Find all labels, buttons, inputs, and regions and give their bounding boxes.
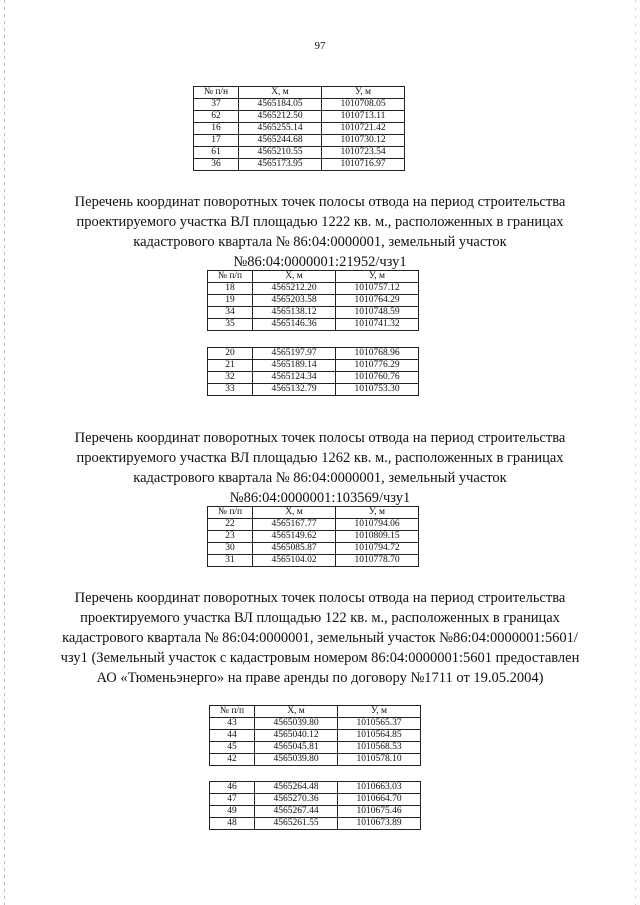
scan-edge-right (635, 0, 636, 905)
coordinates-table-3 (207, 347, 419, 396)
table-header-row (208, 271, 419, 283)
y-coordinate-cell: 1010764.29 (336, 295, 419, 307)
table-row (208, 543, 419, 555)
x-coordinate-cell: 4565173.95 (239, 159, 322, 171)
x-coordinate-cell: 4565149.62 (253, 531, 336, 543)
x-coordinate-cell: 4565189.14 (253, 360, 336, 372)
table-row (194, 135, 405, 147)
y-coordinate-cell: 1010721.42 (322, 123, 405, 135)
x-coordinate-cell: 4565132.79 (253, 384, 336, 396)
y-coordinate-cell: 1010776.29 (336, 360, 419, 372)
x-coordinate-cell: 4565104.02 (253, 555, 336, 567)
point-number-cell: 16 (194, 123, 239, 135)
table-row (208, 519, 419, 531)
column-header: X, м (253, 271, 336, 283)
table-row (208, 384, 419, 396)
y-coordinate-cell: 1010716.97 (322, 159, 405, 171)
table-row (210, 818, 421, 830)
y-coordinate-cell: 1010778.70 (336, 555, 419, 567)
coordinates-table-1 (193, 86, 405, 171)
column-header: X, м (239, 87, 322, 99)
y-coordinate-cell: 1010753.30 (336, 384, 419, 396)
table-row (208, 295, 419, 307)
y-coordinate-cell: 1010708.05 (322, 99, 405, 111)
coordinates-table-5 (209, 705, 421, 766)
table-row (208, 531, 419, 543)
column-header: У, м (336, 271, 419, 283)
x-coordinate-cell: 4565270.36 (255, 794, 338, 806)
x-coordinate-cell: 4565210.55 (239, 147, 322, 159)
y-coordinate-cell: 1010568.53 (338, 742, 421, 754)
x-coordinate-cell: 4565040.12 (255, 730, 338, 742)
table-row (210, 754, 421, 766)
point-number-cell: 34 (208, 307, 253, 319)
coordinates-table-2 (207, 270, 419, 331)
column-header: № п/п (208, 271, 253, 283)
x-coordinate-cell: 4565167.77 (253, 519, 336, 531)
x-coordinate-cell: 4565244.68 (239, 135, 322, 147)
x-coordinate-cell: 4565264.48 (255, 782, 338, 794)
point-number-cell: 45 (210, 742, 255, 754)
point-number-cell: 46 (210, 782, 255, 794)
point-number-cell: 32 (208, 372, 253, 384)
column-header: X, м (253, 507, 336, 519)
table-row (210, 794, 421, 806)
y-coordinate-cell: 1010757.12 (336, 283, 419, 295)
table-row (208, 307, 419, 319)
column-header: № п/н (194, 87, 239, 99)
x-coordinate-cell: 4565267.44 (255, 806, 338, 818)
x-coordinate-cell: 4565203.58 (253, 295, 336, 307)
x-coordinate-cell: 4565085.87 (253, 543, 336, 555)
y-coordinate-cell: 1010723.54 (322, 147, 405, 159)
column-header: № п/п (210, 706, 255, 718)
x-coordinate-cell: 4565255.14 (239, 123, 322, 135)
point-number-cell: 49 (210, 806, 255, 818)
table-header-row (210, 706, 421, 718)
column-header: У, м (322, 87, 405, 99)
point-number-cell: 62 (194, 111, 239, 123)
table-row (194, 111, 405, 123)
table-row (210, 718, 421, 730)
page-number: 97 (314, 40, 326, 52)
y-coordinate-cell: 1010768.96 (336, 348, 419, 360)
table-row (208, 348, 419, 360)
x-coordinate-cell: 4565212.50 (239, 111, 322, 123)
y-coordinate-cell: 1010794.72 (336, 543, 419, 555)
table-row (210, 806, 421, 818)
x-coordinate-cell: 4565124.34 (253, 372, 336, 384)
y-coordinate-cell: 1010675.46 (338, 806, 421, 818)
point-number-cell: 20 (208, 348, 253, 360)
x-coordinate-cell: 4565138.12 (253, 307, 336, 319)
table-row (208, 555, 419, 567)
table-row (208, 360, 419, 372)
x-coordinate-cell: 4565146.36 (253, 319, 336, 331)
table-row (210, 742, 421, 754)
x-coordinate-cell: 4565039.80 (255, 754, 338, 766)
y-coordinate-cell: 1010578.10 (338, 754, 421, 766)
y-coordinate-cell: 1010713.11 (322, 111, 405, 123)
column-header: X, м (255, 706, 338, 718)
point-number-cell: 36 (194, 159, 239, 171)
table-row (210, 730, 421, 742)
table-row (208, 372, 419, 384)
point-number-cell: 30 (208, 543, 253, 555)
table-row (210, 782, 421, 794)
y-coordinate-cell: 1010809.15 (336, 531, 419, 543)
section-heading-1: Перечень координат поворотных точек полосы отвода на период строительства проектируемого участка ВЛ площадью 1222 кв. м., расположенных в границах кадастрового квартала № 86:04:0000001, земельный участок №86:04:0000001:21952/чзу1 (74, 194, 566, 270)
point-number-cell: 33 (208, 384, 253, 396)
table-row (194, 159, 405, 171)
y-coordinate-cell: 1010748.59 (336, 307, 419, 319)
point-number-cell: 18 (208, 283, 253, 295)
table-header-row (194, 87, 405, 99)
scan-edge-left (4, 0, 5, 905)
column-header: У, м (338, 706, 421, 718)
y-coordinate-cell: 1010730.12 (322, 135, 405, 147)
point-number-cell: 22 (208, 519, 253, 531)
y-coordinate-cell: 1010760.76 (336, 372, 419, 384)
y-coordinate-cell: 1010673.89 (338, 818, 421, 830)
point-number-cell: 31 (208, 555, 253, 567)
section-heading-2: Перечень координат поворотных точек полосы отвода на период строительства проектируемого участка ВЛ площадью 1262 кв. м., расположенных в границах кадастрового квартала № 86:04:0000001, земельный участок №86:04:0000001:103569/чзу1 (74, 430, 566, 506)
y-coordinate-cell: 1010664.70 (338, 794, 421, 806)
point-number-cell: 48 (210, 818, 255, 830)
point-number-cell: 19 (208, 295, 253, 307)
x-coordinate-cell: 4565261.55 (255, 818, 338, 830)
table-row (208, 283, 419, 295)
y-coordinate-cell: 1010794.06 (336, 519, 419, 531)
table-header-row (208, 507, 419, 519)
point-number-cell: 17 (194, 135, 239, 147)
table-row (194, 123, 405, 135)
x-coordinate-cell: 4565184.05 (239, 99, 322, 111)
point-number-cell: 23 (208, 531, 253, 543)
x-coordinate-cell: 4565197.97 (253, 348, 336, 360)
column-header: № п/п (208, 507, 253, 519)
point-number-cell: 37 (194, 99, 239, 111)
column-header: У, м (336, 507, 419, 519)
y-coordinate-cell: 1010565.37 (338, 718, 421, 730)
x-coordinate-cell: 4565212.20 (253, 283, 336, 295)
table-row (194, 99, 405, 111)
coordinates-table-6 (209, 781, 421, 830)
point-number-cell: 35 (208, 319, 253, 331)
table-row (208, 319, 419, 331)
y-coordinate-cell: 1010741.32 (336, 319, 419, 331)
x-coordinate-cell: 4565039.80 (255, 718, 338, 730)
x-coordinate-cell: 4565045.81 (255, 742, 338, 754)
y-coordinate-cell: 1010663.03 (338, 782, 421, 794)
point-number-cell: 42 (210, 754, 255, 766)
coordinates-table-4 (207, 506, 419, 567)
section-heading-3: Перечень координат поворотных точек полосы отвода на период строительства проектируемого участка ВЛ площадью 122 кв. м., расположенных в границах кадастрового квартала № 86:04:0000001, земельный участок №86:04:0000001:5601/чзу1 (Земельный участок с кадастровым номером 86:04:0000001:5601 предоставлен АО «Тюменьэнерго» на праве аренды по договору №1711 от 19.05.2004) (60, 590, 580, 686)
point-number-cell: 44 (210, 730, 255, 742)
point-number-cell: 61 (194, 147, 239, 159)
table-row (194, 147, 405, 159)
point-number-cell: 21 (208, 360, 253, 372)
point-number-cell: 43 (210, 718, 255, 730)
y-coordinate-cell: 1010564.85 (338, 730, 421, 742)
point-number-cell: 47 (210, 794, 255, 806)
